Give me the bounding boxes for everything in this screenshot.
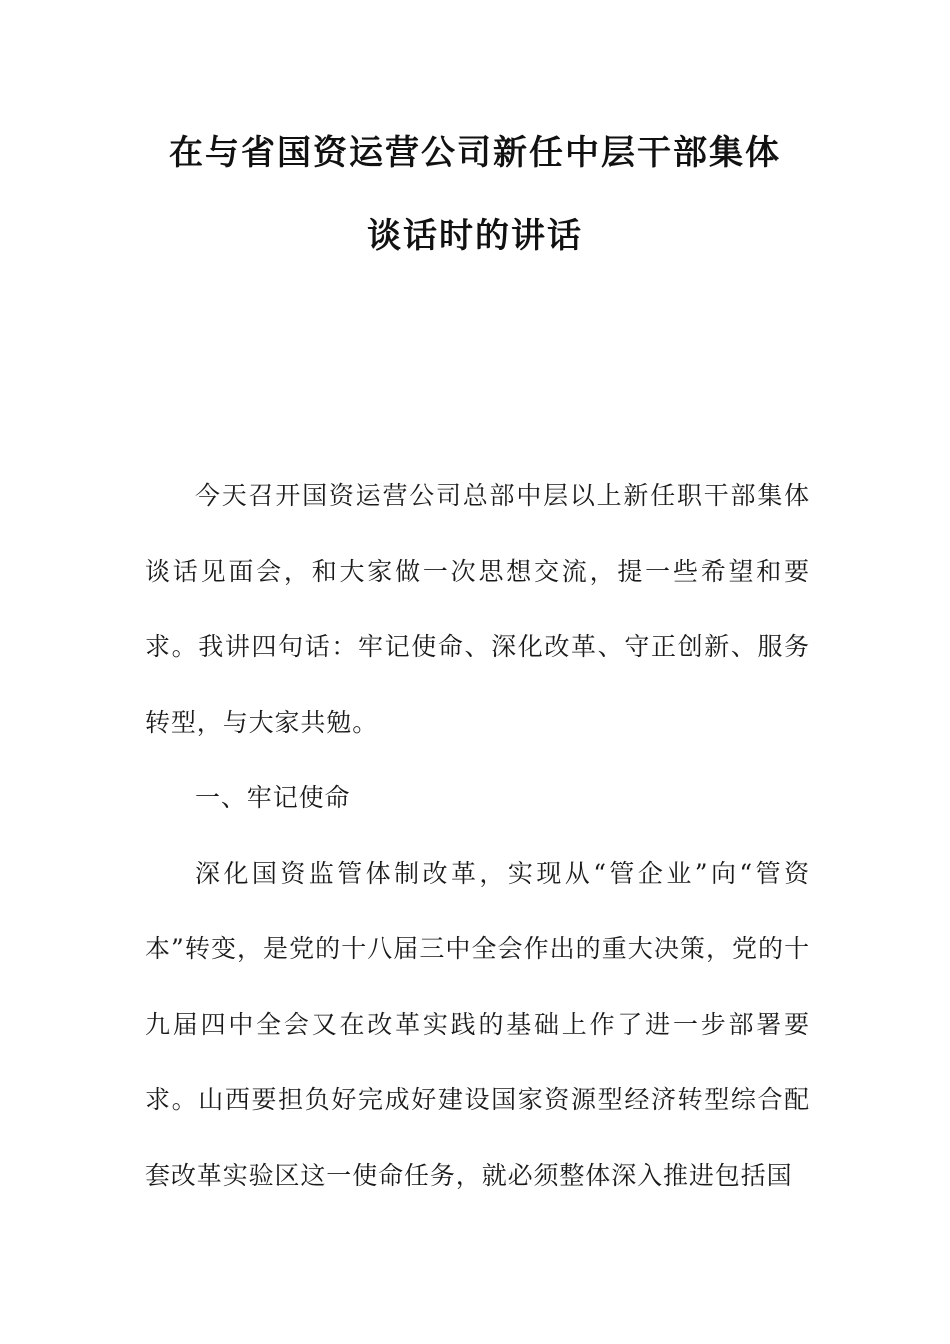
- document-title-line-2: 谈话时的讲话: [367, 216, 583, 256]
- paragraph-intro: 今天召开国资运营公司总部中层以上新任职干部集体谈话见面会，和大家做一次思想交流，提一些希望和要求。我讲四句话：牢记使命、深化改革、守正创新、服务转型，与大家共勉。: [145, 481, 810, 737]
- document-body: [145, 458, 810, 1213]
- section-heading-1: 一、牢记使命: [195, 783, 351, 812]
- document-title-line-1: 在与省国资运营公司新任中层干部集体: [169, 133, 781, 173]
- paragraph-section-1: 深化国资监管体制改革，实现从“管企业”向“管资本”转变，是党的十八届三中全会作出的重大决策，党的十九届四中全会又在改革实践的基础上作了进一步部署要求。山西要担负好完成好建设国家资源型经济转型综合配套改革实验区这一使命任务，就必须整体深入推进包括国: [145, 858, 810, 1190]
